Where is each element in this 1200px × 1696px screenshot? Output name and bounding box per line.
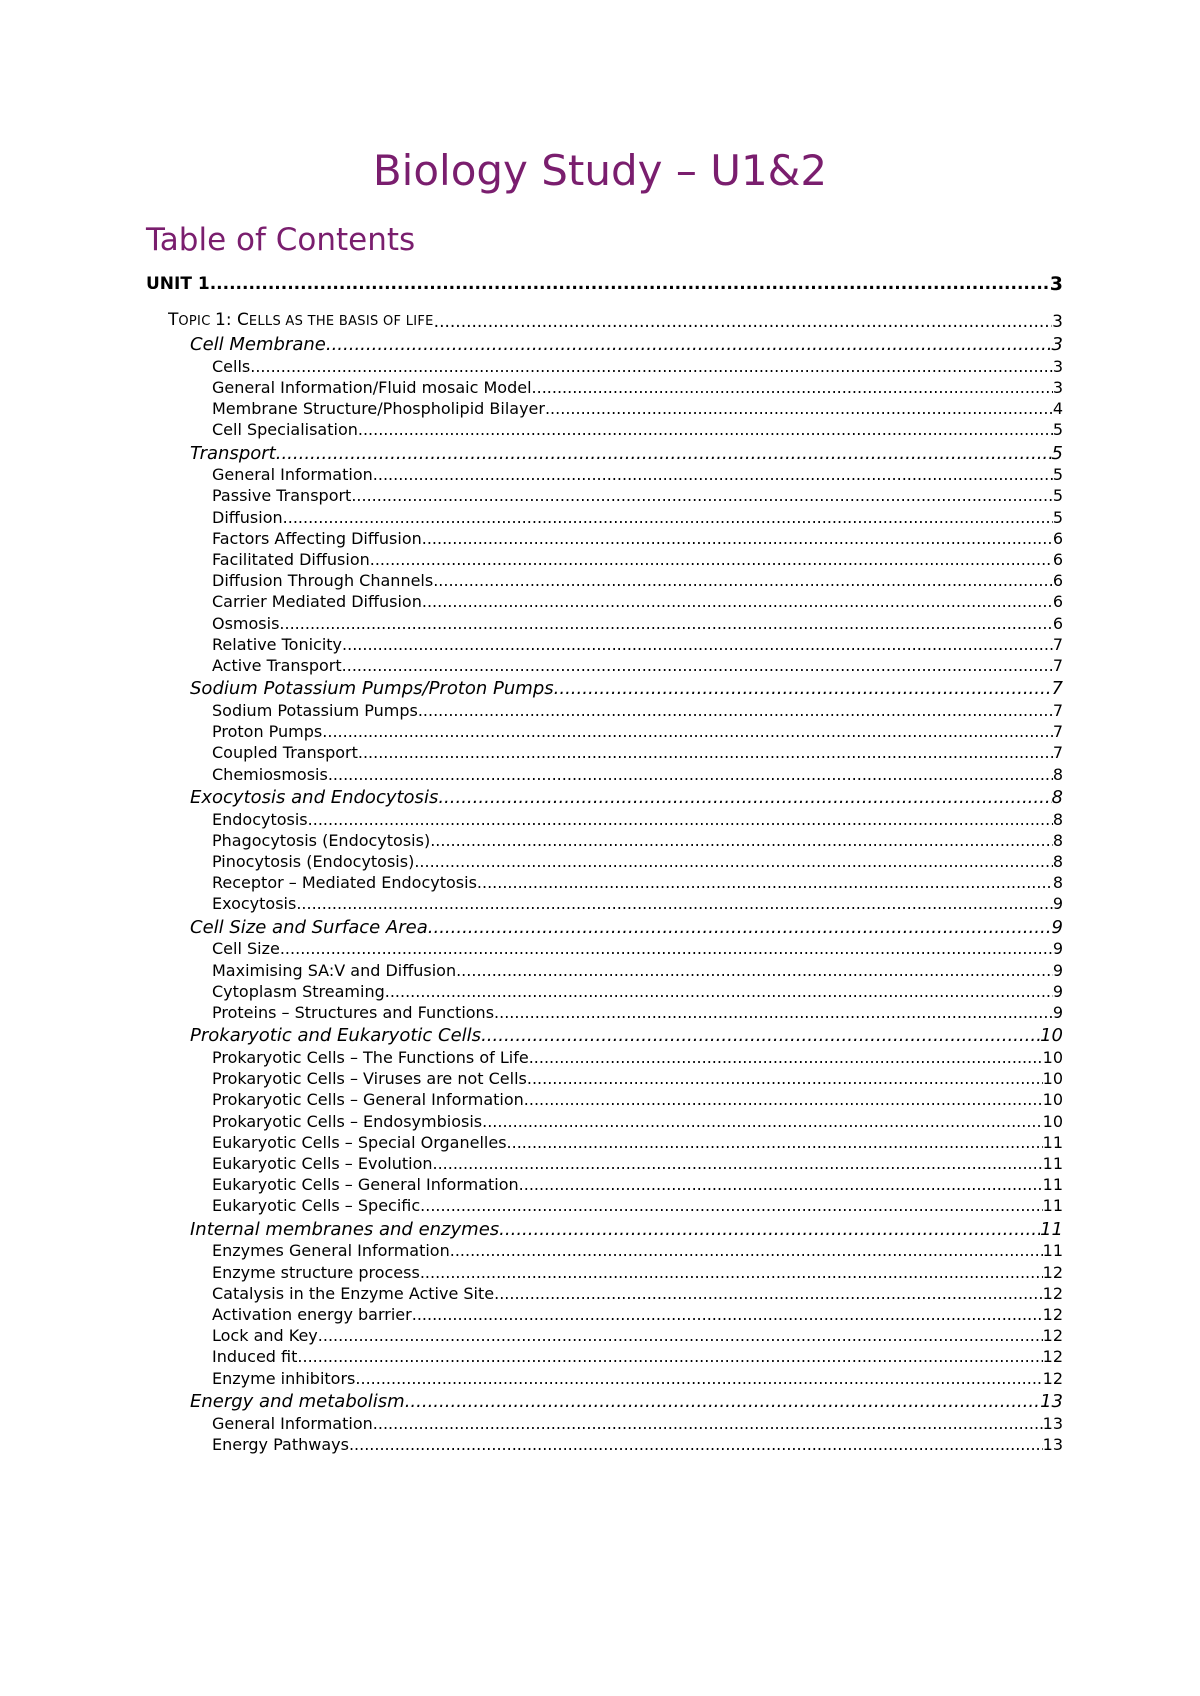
toc-entry-page: 5 <box>1052 486 1063 506</box>
toc-entry-label: UNIT 1 <box>146 274 210 294</box>
toc-entry-label: Receptor – Mediated Endocytosis <box>212 873 477 893</box>
toc-entry-label: General Information <box>212 1413 373 1433</box>
toc-entry-label: Diffusion <box>212 507 283 527</box>
toc-entry-item[interactable] <box>212 1089 1063 1110</box>
toc-leader-dots <box>322 721 1053 742</box>
toc-entry-page: 13 <box>1042 1413 1063 1433</box>
toc-leader-dots <box>328 764 1053 785</box>
toc-leader-dots <box>430 830 1053 851</box>
toc-entry-page: 8 <box>1052 764 1063 784</box>
toc-entry-label <box>168 311 434 333</box>
toc-entry-label: Enzyme structure process <box>212 1262 420 1282</box>
toc-entry-page: 11 <box>1042 1153 1063 1173</box>
toc-entry-label: Sodium Potassium Pumps <box>212 700 418 720</box>
toc-entry-label: Prokaryotic and Eukaryotic Cells <box>190 1025 482 1047</box>
toc-leader-dots <box>279 613 1052 634</box>
toc-leader-dots <box>545 398 1053 419</box>
toc-leader-dots <box>434 311 1053 333</box>
toc-leader-dots <box>373 1413 1043 1434</box>
toc-leader-dots <box>420 1195 1042 1216</box>
toc-entry-label: Cells <box>212 356 251 376</box>
toc-entry-item[interactable] <box>212 742 1063 763</box>
toc-entry-page: 7 <box>1052 743 1063 763</box>
toc-entry-page: 12 <box>1042 1368 1063 1388</box>
toc-leader-dots <box>297 1346 1042 1367</box>
toc-entry-page: 11 <box>1042 1175 1063 1195</box>
toc-entry-page: 10 <box>1042 1090 1063 1110</box>
toc-leader-dots <box>507 1132 1043 1153</box>
toc-entry-page: 8 <box>1052 830 1063 850</box>
toc-entry-label: Transport <box>190 442 276 464</box>
toc-entry-section[interactable] <box>190 442 1063 465</box>
toc-leader-dots <box>438 786 1051 809</box>
toc-leader-dots <box>342 634 1053 655</box>
toc-entry-label: Exocytosis <box>212 894 297 914</box>
toc-entry-item[interactable] <box>212 893 1063 914</box>
toc-entry-label: Eukaryotic Cells – Specific <box>212 1196 421 1216</box>
toc-entry-item[interactable] <box>212 938 1063 959</box>
toc-entry-page: 11 <box>1042 1241 1063 1261</box>
toc-entry-label: Activation energy barrier <box>212 1304 412 1324</box>
toc-entry-item[interactable] <box>212 700 1063 721</box>
toc-entry-page: 6 <box>1052 592 1063 612</box>
toc-entry-section[interactable] <box>190 1218 1063 1241</box>
toc-entry-item[interactable] <box>212 1195 1063 1216</box>
toc-entry-label: Coupled Transport <box>212 743 358 763</box>
document-title: Biology Study – U1&2 <box>372 146 828 195</box>
toc-entry-item[interactable] <box>212 613 1063 634</box>
toc-leader-dots <box>477 872 1053 893</box>
toc-entry-label: Proteins – Structures and Functions <box>212 1002 495 1022</box>
toc-leader-dots <box>276 442 1052 465</box>
toc-entry-label: Cell Size <box>212 939 280 959</box>
toc-entry-item[interactable] <box>212 1132 1063 1153</box>
toc-leader-dots <box>450 1240 1043 1261</box>
toc-leader-dots <box>326 333 1052 356</box>
toc-entry-label: Maximising SA:V and Diffusion <box>212 960 457 980</box>
toc-leader-dots <box>296 893 1052 914</box>
toc-leader-dots <box>414 851 1052 872</box>
toc-entry-item[interactable] <box>212 1068 1063 1089</box>
toc-entry-item[interactable] <box>212 634 1063 655</box>
toc-entry-page: 7 <box>1052 634 1063 654</box>
toc-leader-dots <box>283 507 1053 528</box>
toc-entry-item[interactable] <box>212 1434 1063 1455</box>
toc-entry-page: 9 <box>1052 939 1063 959</box>
toc-entry-page: 12 <box>1042 1347 1063 1367</box>
toc-entry-label: General Information/Fluid mosaic Model <box>212 377 532 397</box>
toc-entry-item[interactable] <box>212 830 1063 851</box>
toc-leader-dots <box>318 1325 1043 1346</box>
toc-entry-item[interactable] <box>212 1325 1063 1346</box>
toc-entry-item[interactable] <box>212 1368 1063 1389</box>
toc-entry-label: Membrane Structure/Phospholipid Bilayer <box>212 398 545 418</box>
topic-label-rest: OPIC <box>178 314 216 329</box>
toc-leader-dots <box>385 981 1053 1002</box>
toc-entry-page: 13 <box>1042 1434 1063 1454</box>
toc-entry-label: Prokaryotic Cells – Viruses are not Cells <box>212 1069 527 1089</box>
toc-entry-item[interactable] <box>212 419 1063 440</box>
toc-leader-dots <box>494 1283 1043 1304</box>
toc-entry-label: Energy Pathways <box>212 1434 349 1454</box>
toc-entry-label: Exocytosis and Endocytosis <box>190 787 439 808</box>
toc-entry-page: 5 <box>1052 465 1063 485</box>
toc-entry-item[interactable] <box>212 764 1063 785</box>
toc-leader-dots <box>527 1068 1043 1089</box>
toc-entry-item[interactable] <box>212 1153 1063 1174</box>
toc-entry-label: Prokaryotic Cells – Endosymbiosis <box>212 1111 483 1131</box>
topic-label-num: 1: C <box>215 311 249 330</box>
toc-entry-label: Energy and metabolism <box>190 1391 405 1412</box>
toc-entry-page: 11 <box>1040 1218 1063 1240</box>
toc-entry-page: 4 <box>1052 398 1063 418</box>
toc-entry-label: Pinocytosis (Endocytosis) <box>212 851 415 871</box>
toc-entry-item[interactable] <box>212 1346 1063 1367</box>
toc-entry-page: 5 <box>1051 442 1063 464</box>
toc-entry-label: Prokaryotic Cells – General Information <box>212 1090 524 1110</box>
toc-entry-page: 8 <box>1052 873 1063 893</box>
toc-heading: Table of Contents <box>146 222 416 258</box>
toc-leader-dots <box>456 960 1053 981</box>
toc-leader-dots <box>499 1218 1040 1241</box>
toc-leader-dots <box>524 1089 1043 1110</box>
toc-leader-dots <box>433 1153 1043 1174</box>
toc-entry-label: Active Transport <box>212 655 342 675</box>
toc-entry-item[interactable] <box>212 528 1063 549</box>
toc-entry-unit[interactable] <box>146 272 1063 296</box>
toc-entry-label: Chemiosmosis <box>212 764 328 784</box>
toc-entry-page: 3 <box>1052 377 1063 397</box>
toc-entry-item[interactable] <box>212 356 1063 377</box>
toc-entry-section[interactable] <box>190 786 1063 809</box>
toc-entry-page: 6 <box>1052 613 1063 633</box>
toc-entry-page: 11 <box>1042 1132 1063 1152</box>
toc-entry-item[interactable] <box>212 1413 1063 1434</box>
toc-leader-dots <box>529 1047 1043 1068</box>
toc-entry-label: Sodium Potassium Pumps/Proton Pumps <box>190 678 554 700</box>
toc-entry-label: Catalysis in the Enzyme Active Site <box>212 1283 495 1303</box>
toc-entry-item[interactable] <box>212 981 1063 1002</box>
toc-entry-item[interactable] <box>212 1047 1063 1068</box>
toc-entry-label: General Information <box>212 465 373 485</box>
toc-entry-page: 6 <box>1052 549 1063 569</box>
toc-entry-item[interactable] <box>212 1262 1063 1283</box>
toc-entry-item[interactable] <box>212 809 1063 830</box>
toc-entry-label: Eukaryotic Cells – Evolution <box>212 1153 433 1173</box>
toc-leader-dots <box>433 570 1053 591</box>
toc-entry-topic[interactable] <box>168 311 1063 333</box>
toc-entry-item[interactable] <box>212 1304 1063 1325</box>
toc-leader-dots <box>481 1024 1040 1047</box>
toc-leader-dots <box>280 938 1053 959</box>
toc-entry-item[interactable] <box>212 851 1063 872</box>
toc-entry-item[interactable] <box>212 485 1063 506</box>
toc-entry-section[interactable] <box>190 916 1063 939</box>
toc-entry-page: 11 <box>1042 1196 1063 1216</box>
toc-entry-page: 9 <box>1052 981 1063 1001</box>
toc-entry-page: 10 <box>1042 1047 1063 1067</box>
toc-entry-label: Lock and Key <box>212 1326 318 1346</box>
toc-entry-label: Prokaryotic Cells – The Functions of Life <box>212 1047 529 1067</box>
toc-entry-label: Osmosis <box>212 613 280 633</box>
toc-leader-dots <box>418 700 1053 721</box>
toc-entry-item[interactable] <box>212 377 1063 398</box>
toc-entry-page: 7 <box>1052 655 1063 675</box>
toc-leader-dots <box>420 1262 1043 1283</box>
toc-leader-dots <box>358 419 1053 440</box>
topic-label-first: T <box>168 311 179 330</box>
toc-leader-dots <box>412 1304 1043 1325</box>
toc-entry-label: Diffusion Through Channels <box>212 571 434 591</box>
toc-entry-page: 9 <box>1052 960 1063 980</box>
toc-leader-dots <box>210 272 1050 296</box>
toc-entry-label: Relative Tonicity <box>212 634 343 654</box>
toc-entry-label: Enzymes General Information <box>212 1241 450 1261</box>
toc-entry-section[interactable] <box>190 1024 1063 1047</box>
toc-entry-item[interactable] <box>212 960 1063 981</box>
toc-entry-item[interactable] <box>212 1240 1063 1261</box>
toc-leader-dots <box>342 655 1053 676</box>
toc-entry-label: Cell Specialisation <box>212 420 358 440</box>
toc-leader-dots <box>351 485 1052 506</box>
toc-entry-page: 3 <box>1052 312 1063 332</box>
toc-entry-item[interactable] <box>212 1283 1063 1304</box>
toc-entry-label: Passive Transport <box>212 486 352 506</box>
toc-entry-label: Cytoplasm Streaming <box>212 981 385 1001</box>
toc-entry-item[interactable] <box>212 549 1063 570</box>
toc-entry-label: Cell Size and Surface Area <box>190 916 428 938</box>
toc-entry-page: 8 <box>1051 787 1063 808</box>
toc-entry-item[interactable] <box>212 1002 1063 1023</box>
toc-entry-page: 7 <box>1052 700 1063 720</box>
toc-entry-label: Proton Pumps <box>212 722 323 742</box>
toc-entry-page: 5 <box>1052 420 1063 440</box>
toc-entry-section[interactable] <box>190 1390 1063 1413</box>
toc-leader-dots <box>373 464 1053 485</box>
toc-entry-page: 9 <box>1052 894 1063 914</box>
toc-entry-page: 9 <box>1052 1002 1063 1022</box>
toc-leader-dots <box>428 916 1052 939</box>
toc-entry-item[interactable] <box>212 507 1063 528</box>
toc-leader-dots <box>308 809 1053 830</box>
toc-leader-dots <box>370 549 1053 570</box>
toc-entry-item[interactable] <box>212 1111 1063 1132</box>
toc-entry-page: 8 <box>1052 851 1063 871</box>
toc-entry-page: 12 <box>1042 1304 1063 1324</box>
toc-entry-page: 7 <box>1052 722 1063 742</box>
toc-entry-page: 8 <box>1052 809 1063 829</box>
toc-entry-label: Eukaryotic Cells – Special Organelles <box>212 1132 507 1152</box>
toc-entry-item[interactable] <box>212 872 1063 893</box>
toc-leader-dots <box>494 1002 1053 1023</box>
toc-entry-item[interactable] <box>212 398 1063 419</box>
toc-entry-page: 10 <box>1040 1025 1063 1047</box>
toc-entry-page: 12 <box>1042 1283 1063 1303</box>
toc-entry-item[interactable] <box>212 570 1063 591</box>
toc-entry-label: Phagocytosis (Endocytosis) <box>212 830 431 850</box>
toc-leader-dots <box>422 591 1053 612</box>
toc-entry-item[interactable] <box>212 655 1063 676</box>
toc-entry-item[interactable] <box>212 721 1063 742</box>
toc-entry-page: 9 <box>1051 916 1063 938</box>
toc-entry-page: 7 <box>1051 678 1063 700</box>
toc-entry-section[interactable] <box>190 333 1063 356</box>
toc-leader-dots <box>532 377 1053 398</box>
toc-entry-label: Enzyme inhibitors <box>212 1368 356 1388</box>
toc-entry-page: 10 <box>1042 1069 1063 1089</box>
toc-leader-dots <box>554 677 1052 700</box>
toc-entry-page: 13 <box>1040 1391 1063 1412</box>
toc-entry-item[interactable] <box>212 1174 1063 1195</box>
toc-entry-label: Cell Membrane <box>190 334 326 355</box>
topic-label-tail: ELLS AS THE BASIS OF LIFE <box>248 314 434 329</box>
toc-entry-label: Induced fit <box>212 1347 298 1367</box>
toc-leader-dots <box>405 1390 1040 1413</box>
toc-entry-page: 12 <box>1042 1326 1063 1346</box>
toc-entry-page: 3 <box>1052 356 1063 376</box>
toc-leader-dots <box>482 1111 1043 1132</box>
toc-entry-page: 6 <box>1052 571 1063 591</box>
toc-entry-item[interactable] <box>212 464 1063 485</box>
toc-leader-dots <box>250 356 1053 377</box>
toc-entry-label: Facilitated Diffusion <box>212 549 370 569</box>
toc-entry-page: 5 <box>1052 507 1063 527</box>
toc-entry-page: 3 <box>1051 334 1063 355</box>
toc-entry-page: 6 <box>1052 528 1063 548</box>
toc-leader-dots <box>358 742 1053 763</box>
toc-leader-dots <box>519 1174 1043 1195</box>
toc-leader-dots <box>349 1434 1043 1455</box>
toc-entry-page: 3 <box>1049 273 1063 295</box>
toc-entry-label: Carrier Mediated Diffusion <box>212 592 422 612</box>
toc-entry-page: 10 <box>1042 1111 1063 1131</box>
toc-entry-label: Internal membranes and enzymes <box>190 1218 500 1240</box>
toc-entry-page: 12 <box>1042 1262 1063 1282</box>
toc-entry-section[interactable] <box>190 677 1063 700</box>
toc-entry-label: Eukaryotic Cells – General Information <box>212 1175 519 1195</box>
toc-leader-dots <box>422 528 1053 549</box>
toc-entry-label: Endocytosis <box>212 809 308 829</box>
toc-leader-dots <box>355 1368 1042 1389</box>
toc-entry-item[interactable] <box>212 591 1063 612</box>
toc-entry-label: Factors Affecting Diffusion <box>212 528 422 548</box>
